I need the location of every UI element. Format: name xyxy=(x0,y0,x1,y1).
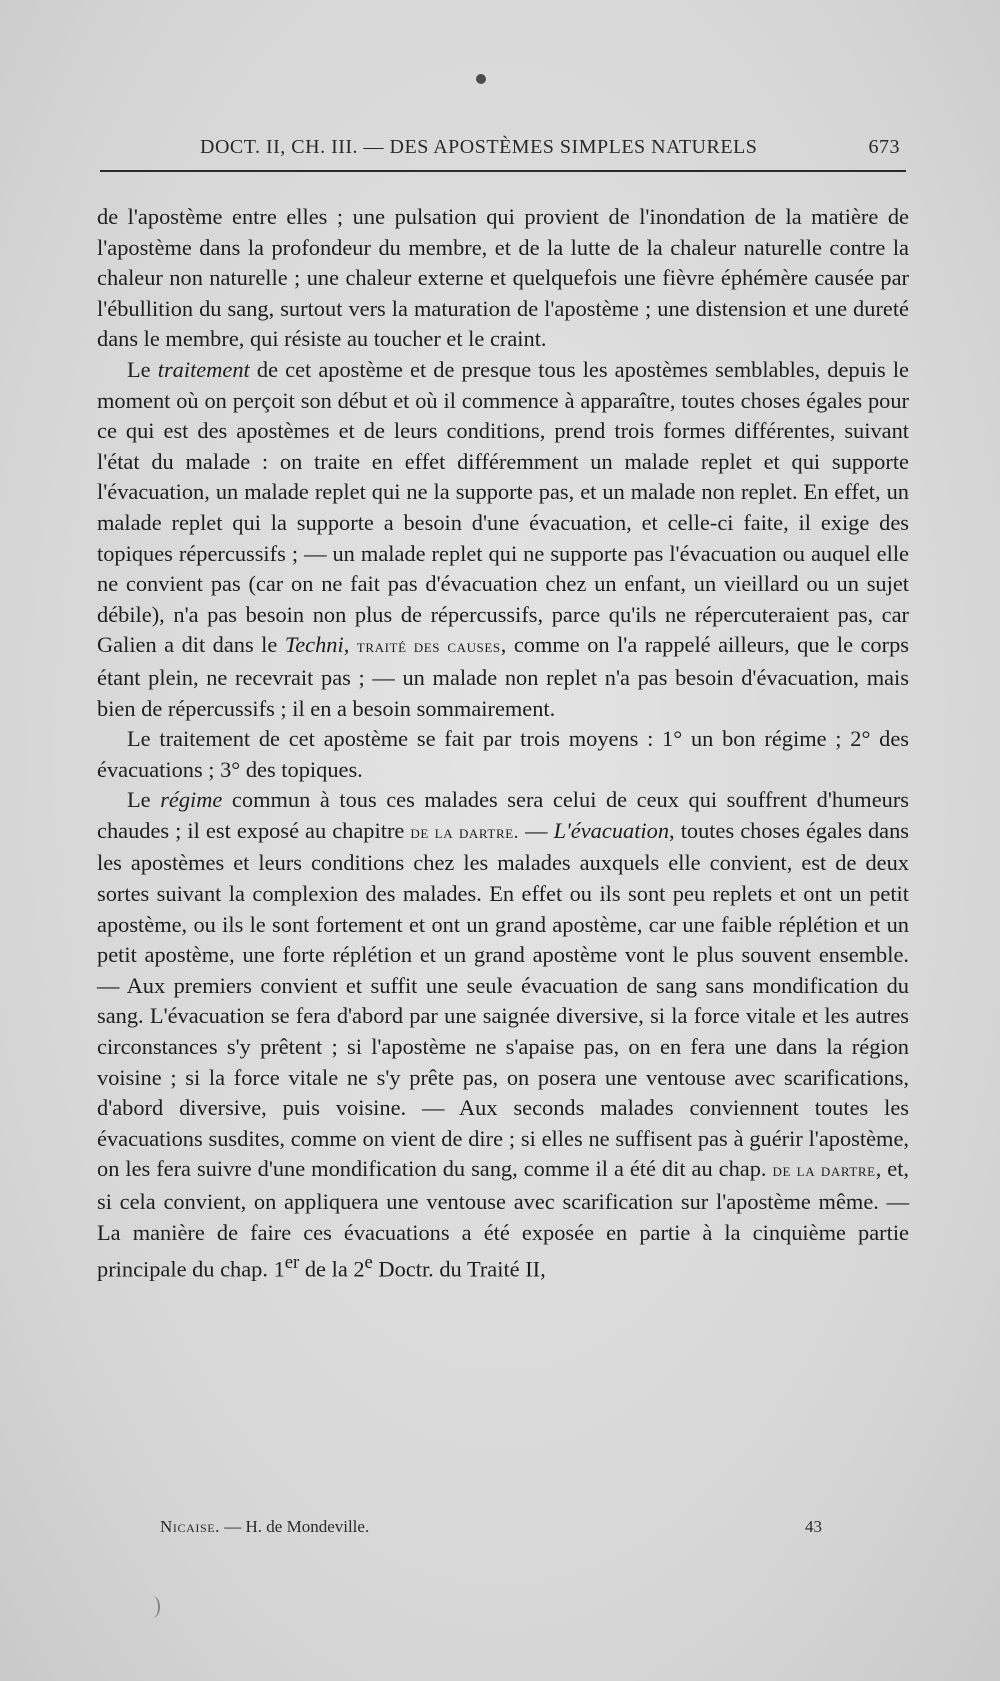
signature-text: Nicaise. — H. de Mondeville. xyxy=(160,1517,370,1536)
margin-mark xyxy=(146,1596,160,1618)
small-caps-reference: traité des causes xyxy=(356,636,501,658)
emphasis-regime: régime xyxy=(160,787,223,813)
page-body xyxy=(97,202,909,1285)
signature-number: 43 xyxy=(805,1517,822,1536)
small-caps-reference: de la dartre. xyxy=(410,821,520,843)
paragraph-1: de l'apostème entre elles ; une pulsation qui provient de l'inondation de la matière de l'apostème dans la profondeur du membre, et de la lutte de la chaleur naturelle contre la chaleur non naturelle ; une chaleur externe et quelquefois une fièvre éphémère causée par l'ébullition du sang, surtout vers la maturation de l'apostème ; une distension et une dureté dans le membre, qui résiste au toucher et le craint. xyxy=(97,204,909,352)
emphasis-evacuation: L'évacuation xyxy=(553,817,670,843)
emphasis-traitement: traitement xyxy=(157,356,250,382)
small-caps-reference: de la dartre xyxy=(772,1160,876,1182)
paragraph-3: Le traitement de cet apostème se fait par trois moyens : 1° un bon régime ; 2° des évacuations ; 3° des topiques. xyxy=(97,726,909,782)
signature-line xyxy=(160,1517,822,1537)
paragraph-4: Le régime commun à tous ces malades sera celui de ceux qui souffrent d'humeurs chaudes ; il est exposé au chapitre de la dartre. — L'évacuation, toutes choses égales dans les apostèmes et leurs conditions chez les malades auxquels elle convient, est de deux sortes suivant la complexion des malades. En effet ou ils sont peu replets et ont un petit apostème, ou ils le sont fortement et ont un grand apostème, car une faible réplétion et un petit apostème, une forte réplétion et un grand apostème vont le plus souvent ensemble. — Aux premiers convient et suffit une seule évacuation de sang sans mondification du sang. L'évacuation se fera d'abord par une saignée diversive, si la force vitale et les autres circonstances s'y prêtent ; si l'apostème ne s'apaise pas, on en fera une dans la région voisine ; si la force vitale ne s'y prête pas, on posera une ventouse avec scarifications, d'abord diversive, puis voisine. — Aux seconds malades conviennent toutes les évacuations susdites, comme on vient de dire ; si elles ne suffisent pas à guérir l'apostème, on les fera suivre d'une mondification du sang, comme il a été dit au chap. de la dartre, et, si cela convient, on appliquera une ventouse avec scarification sur l'apostème même. — La manière de faire ces évacuations a été exposée en partie à la cinquième partie principale du chap. 1er de la 2e Doctr. du Traité II, xyxy=(97,787,910,1282)
emphasis-techni: Techni xyxy=(284,632,344,658)
ornament-dot xyxy=(476,74,486,84)
signature-author: Nicaise. xyxy=(160,1517,220,1536)
running-head-title: DOCT. II, CH. III. — DES APOSTÈMES SIMPLES NATURELS xyxy=(200,136,758,158)
paragraph-2: Le traitement de cet apostème et de presque tous les apostèmes semblables, depuis le moment où on perçoit son début et où il commence à apparaître, toutes choses égales pour ce qui est des apostèmes et de leurs conditions, prend trois formes différentes, suivant l'état du malade : on traite en effet différemment un malade replet et qui supporte l'évacuation, un malade replet qui ne la supporte pas, et un malade non replet. En effet, un malade replet qui la supporte a besoin d'une évacuation, et celle-ci faite, il exige des topiques répercussifs ; — un malade replet qui ne supporte pas l'évacuation ou auquel elle ne convient pas (car on ne fait pas d'évacuation chez un enfant, un vieillard ou un sujet débile), n'a pas besoin non plus de répercussifs, parce qu'ils ne répercuteraient pas, car Galien a dit dans le Techni, traité des causes, comme on l'a rappelé ailleurs, que le corps étant plein, ne recevrait pas ; — un malade non replet n'a pas besoin d'évacuation, mais bien de répercussifs ; il en a besoin sommairement. xyxy=(97,356,909,721)
superscript: er xyxy=(284,1252,300,1274)
superscript: e xyxy=(364,1252,373,1274)
header-rule xyxy=(100,170,906,172)
page-number: 673 xyxy=(868,136,900,158)
running-head xyxy=(200,136,900,159)
